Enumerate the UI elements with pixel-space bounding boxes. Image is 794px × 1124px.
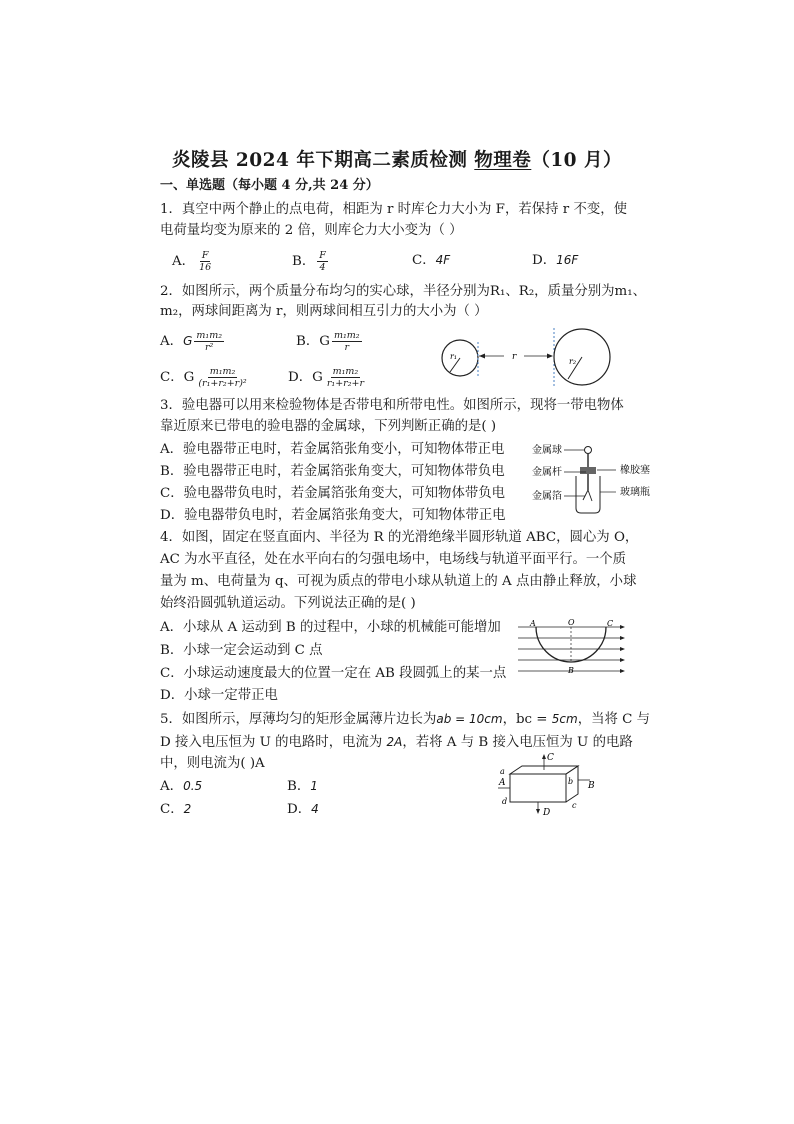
q3-option-a: A．验电器带正电时，若金属箔张角变小，可知物体带正电 — [160, 442, 505, 457]
q2-option-b: B．G $\frac{\text{m₁m₂}}{r}$ — [296, 330, 360, 353]
q5-option-a: A．0.5 — [160, 779, 203, 794]
q1-option-a: A． $\frac{F}{16}$ — [172, 250, 212, 273]
label-r: r — [512, 352, 517, 362]
q4-line4: 始终沿圆弧轨道运动。下列说法正确的是( ) — [160, 596, 416, 611]
q3-option-d: D．验电器带负电时，若金属箔张角变大，可知物体带正电 — [160, 508, 506, 523]
rubber-stopper — [580, 467, 596, 474]
fraction: $\frac{F}{4}$ — [319, 250, 326, 273]
label-ball: 金属球 — [532, 445, 562, 456]
fraction: $\frac{F}{16}$ — [199, 250, 212, 273]
q5-plate-figure — [494, 750, 604, 816]
label-rod: 金属杆 — [532, 467, 562, 478]
section-heading: 一、单选题（每小题 4 分,共 24 分） — [160, 178, 379, 193]
q4-line1: 4．如图，固定在竖直面内、半径为 R 的光滑绝缘半圆形轨道 ABC，圆心为 O， — [160, 530, 639, 545]
q1-option-b: B． $\frac{F}{4}$ — [292, 250, 326, 273]
plate-front — [510, 774, 566, 802]
q5-line1: 5．如图所示，厚薄均匀的矩形金属薄片边长为ab = 10cm，bc = 5cm，当将 C 与 — [160, 712, 651, 727]
q2-option-a: A．G $\frac{\text{m₁m₂}}{\text{r²}}$ — [160, 330, 223, 353]
q1-line1: 1．真空中两个静止的点电荷，相距为 r 时库仑力大小为 F，若保持 r 不变，使 — [160, 202, 628, 217]
q4-option-d: D．小球一定带正电 — [160, 688, 278, 703]
label-stopper: 橡胶塞 — [620, 465, 650, 476]
label-foil: 金属箔 — [532, 491, 562, 502]
label-b: b — [568, 777, 574, 786]
q1-option-c: C．4F — [412, 253, 451, 268]
q3-line1: 3．验电器可以用来检验物体是否带电和所带电性。如图所示，现将一带电物体 — [160, 398, 624, 413]
q2-option-c: C．G $\frac{\text{m₁m₂}}{\text{(r₁+r₂+r)²}}$ — [160, 366, 247, 389]
label-a: a — [500, 767, 505, 776]
q4-option-c: C．小球运动速度最大的位置一定在 AB 段圆弧上的某一点 — [160, 666, 507, 681]
label-A: A — [499, 778, 506, 788]
q5-line3: 中，则电流为( )A — [160, 756, 265, 771]
q2-spheres-figure — [432, 322, 618, 394]
label-O: O — [568, 618, 575, 627]
title-main: 炎陵县 2024 年下期高二素质检测 — [171, 150, 475, 171]
q4-track-figure — [516, 618, 628, 680]
q5-option-b: B．1 — [287, 779, 318, 794]
q3-line2: 靠近原来已带电的验电器的金属球，下列判断正确的是( ) — [160, 419, 497, 434]
q3-option-c: C．验电器带负电时，若金属箔张角变大，可知物体带负电 — [160, 486, 506, 501]
q2-line1: 2．如图所示，两个质量分布均匀的实心球，半径分别为R₁、R₂，质量分别为m₁、 — [160, 284, 646, 299]
q4-option-a: A．小球从 A 运动到 B 的过程中，小球的机械能可能增加 — [160, 620, 501, 635]
q1-option-d: D．16F — [532, 253, 579, 268]
label-r2: r₂ — [569, 357, 577, 366]
q1-line2: 电荷量均变为原来的 2 倍，则库仑力大小变为（ ） — [160, 223, 463, 238]
label-A: A — [530, 619, 536, 628]
label-r1: r₁ — [450, 352, 458, 361]
page-title — [0, 146, 794, 172]
q3-electroscope-figure — [530, 440, 680, 516]
label-bottle: 玻璃瓶 — [620, 487, 650, 498]
q4-option-b: B．小球一定会运动到 C 点 — [160, 643, 323, 658]
label-B: B — [568, 666, 574, 675]
metal-ball — [585, 447, 592, 454]
label-C: C — [607, 619, 614, 628]
q4-line3: 量为 m、电荷量为 q、可视为质点的带电小球从轨道上的 A 点由静止释放，小球 — [160, 574, 637, 589]
q2-line2: m₂，两球间距离为 r，则两球间相互引力的大小为（ ） — [160, 304, 488, 319]
label-B: B — [588, 781, 595, 791]
q3-option-b: B．验电器带正电时，若金属箔张角变大，可知物体带负电 — [160, 464, 505, 479]
label-c: c — [572, 801, 577, 810]
title-subject: 物理卷 — [474, 150, 532, 171]
foil-left — [583, 490, 588, 500]
label-D: D — [543, 808, 551, 816]
q4-line2: AC 为水平直径，处在水平向右的匀强电场中，电场线与轨道平面平行。一个质 — [160, 552, 627, 567]
title-month: （10 月） — [531, 150, 622, 171]
label-d: d — [502, 797, 508, 806]
q5-option-c: C．2 — [160, 802, 192, 817]
q2-option-d: D．G $\frac{\text{m₁m₂}}{\text{r₁+r₂+r}}$ — [288, 366, 365, 389]
label-C: C — [547, 753, 554, 763]
q5-option-d: D．4 — [287, 802, 319, 817]
q5-line2: D 接入电压恒为 U 的电路时，电流为 2A，若将 A 与 B 接入电压恒为 U 的电路 — [160, 735, 633, 750]
foil-right — [588, 490, 592, 501]
